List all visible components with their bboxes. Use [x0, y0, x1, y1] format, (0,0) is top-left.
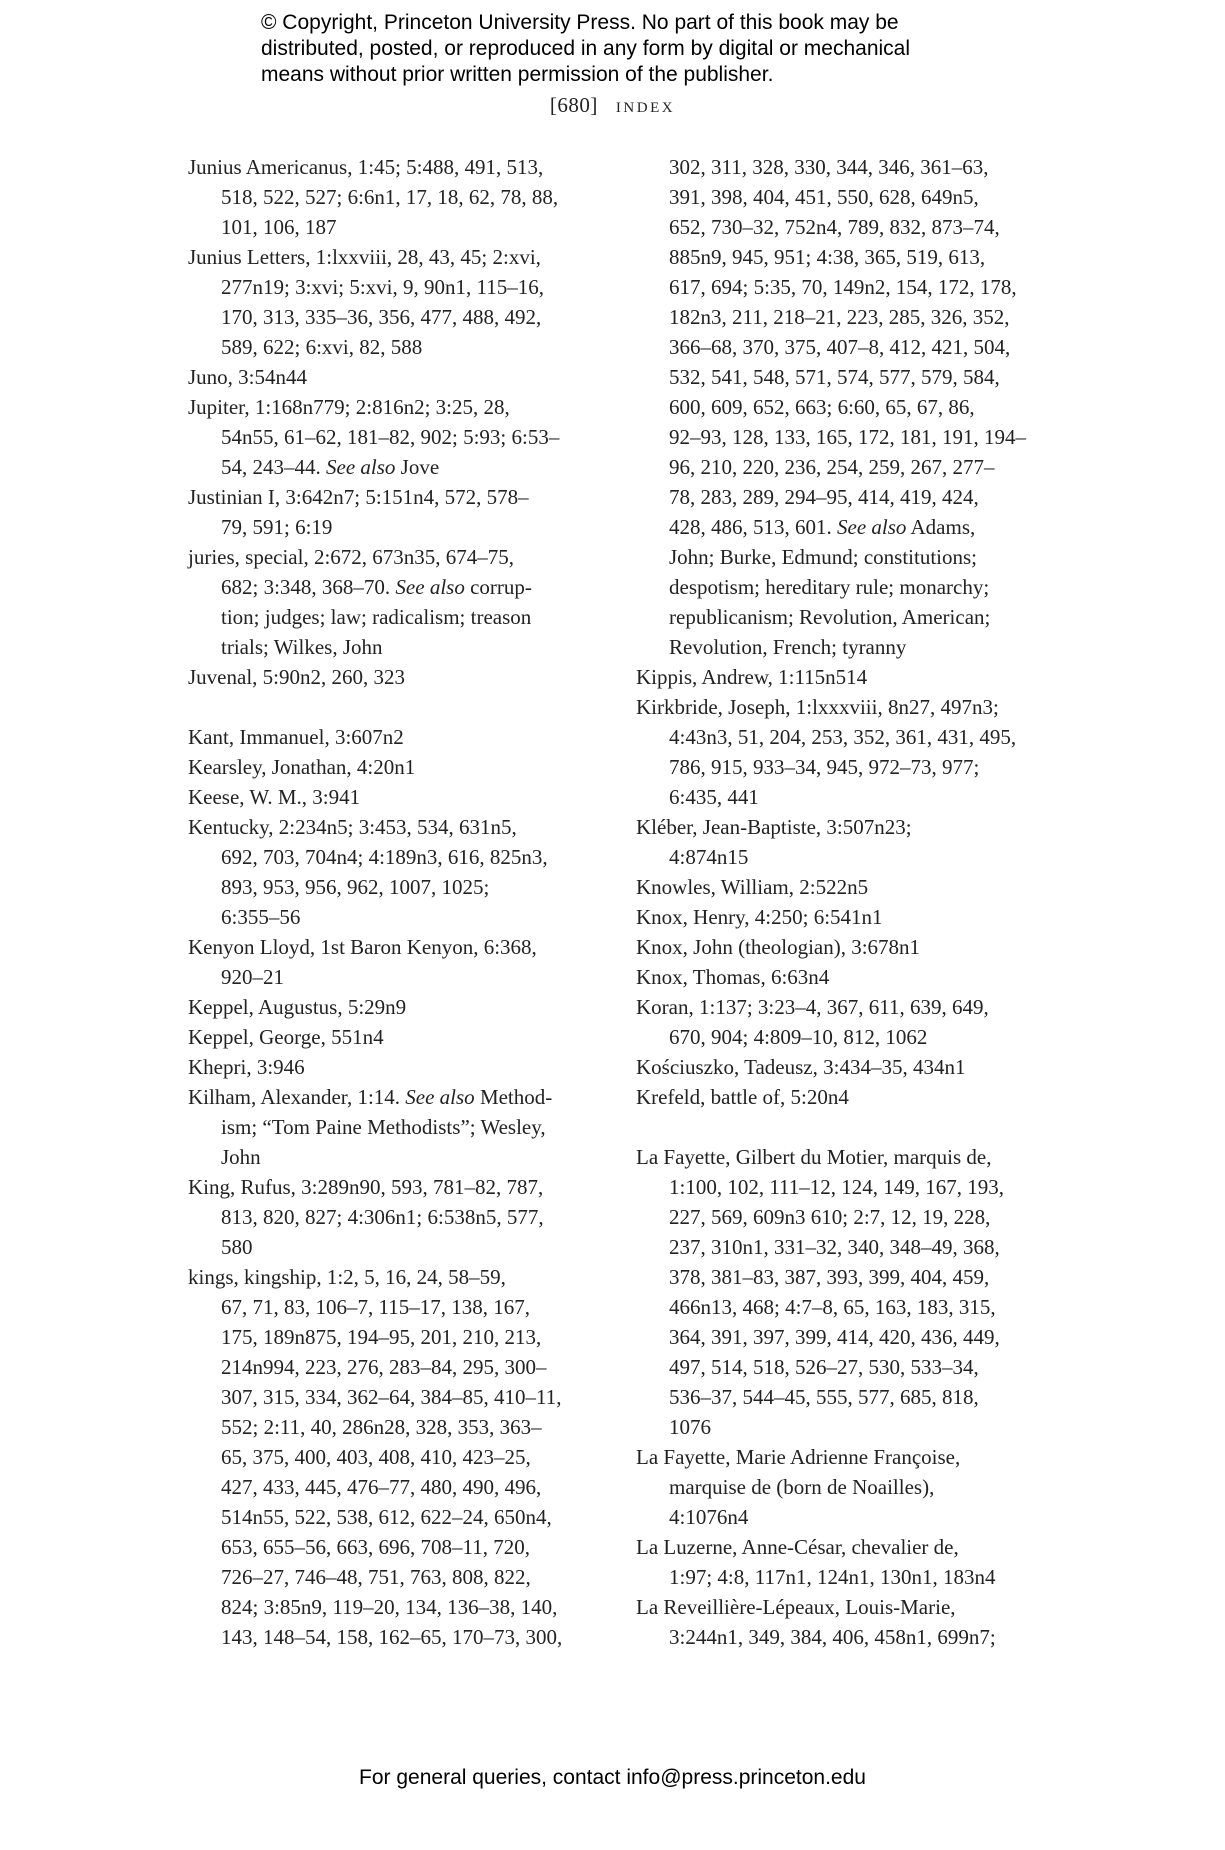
- entry-line: 682; 3:348, 368–70. See also corrup-: [221, 575, 532, 599]
- entry-line: Kenyon Lloyd, 1st Baron Kenyon, 6:368,: [188, 935, 537, 959]
- entry-line: 6:355–56: [221, 905, 301, 929]
- entry-line: Junius Americanus, 1:45; 5:488, 491, 513,: [188, 155, 544, 179]
- index-entry: [188, 152, 618, 242]
- entry-line: 653, 655–56, 663, 696, 708–11, 720,: [221, 1535, 530, 1559]
- entry-line: 3:244n1, 349, 384, 406, 458n1, 699n7;: [669, 1625, 996, 1649]
- entry-line: Knox, Henry, 4:250; 6:541n1: [636, 905, 883, 929]
- entry-line: 824; 3:85n9, 119–20, 134, 136–38, 140,: [221, 1595, 558, 1619]
- entry-line: Juvenal, 5:90n2, 260, 323: [188, 665, 405, 689]
- entry-line: 1:100, 102, 111–12, 124, 149, 167, 193,: [669, 1175, 1005, 1199]
- entry-line: 4:1076n4: [669, 1505, 749, 1529]
- entry-line: 885n9, 945, 951; 4:38, 365, 519, 613,: [669, 245, 986, 269]
- section-title: index: [615, 93, 676, 117]
- index-entry-continuation: [636, 152, 1066, 662]
- entry-line: 497, 514, 518, 526–27, 530, 533–34,: [669, 1355, 979, 1379]
- index-entry: [636, 872, 1066, 902]
- entry-line: 302, 311, 328, 330, 344, 346, 361–63,: [669, 155, 989, 179]
- entry-line: 4:874n15: [669, 845, 749, 869]
- index-entry: [188, 482, 618, 542]
- copyright-line: © Copyright, Princeton University Press. No part of this book may be: [261, 11, 899, 34]
- entry-line: 307, 315, 334, 362–64, 384–85, 410–11,: [221, 1385, 562, 1409]
- entry-line: republicanism; Revolution, American;: [669, 605, 991, 629]
- index-entry: [188, 1082, 618, 1172]
- index-entry: [188, 242, 618, 362]
- index-entry: [188, 782, 618, 812]
- entry-line: 92–93, 128, 133, 165, 172, 181, 191, 194–: [669, 425, 1026, 449]
- entry-line: La Reveillière-Lépeaux, Louis-Marie,: [636, 1595, 956, 1619]
- entry-line: 692, 703, 704n4; 4:189n3, 616, 825n3,: [221, 845, 548, 869]
- entry-line: 54n55, 61–62, 181–82, 902; 5:93; 6:53–: [221, 425, 560, 449]
- entry-line: 214n994, 223, 276, 283–84, 295, 300–: [221, 1355, 547, 1379]
- entry-line: 6:435, 441: [669, 785, 759, 809]
- index-entry: [636, 692, 1066, 812]
- index-entry: [636, 1052, 1066, 1082]
- entry-line: 532, 541, 548, 571, 574, 577, 579, 584,: [669, 365, 1000, 389]
- entry-line: 920–21: [221, 965, 284, 989]
- entry-line: 786, 915, 933–34, 945, 972–73, 977;: [669, 755, 980, 779]
- entry-line: 391, 398, 404, 451, 550, 628, 649n5,: [669, 185, 979, 209]
- entry-line: Knox, John (theologian), 3:678n1: [636, 935, 921, 959]
- entry-line: 378, 381–83, 387, 393, 399, 404, 459,: [669, 1265, 990, 1289]
- entry-line: 670, 904; 4:809–10, 812, 1062: [669, 1025, 928, 1049]
- index-entry: [636, 662, 1066, 692]
- entry-line: 65, 375, 400, 403, 408, 410, 423–25,: [221, 1445, 531, 1469]
- entry-line: Kirkbride, Joseph, 1:lxxxviii, 8n27, 497n3;: [636, 695, 999, 719]
- entry-line: Krefeld, battle of, 5:20n4: [636, 1085, 849, 1109]
- entry-line: tion; judges; law; radicalism; treason: [221, 605, 532, 629]
- entry-line: 237, 310n1, 331–32, 340, 348–49, 368,: [669, 1235, 1000, 1259]
- copyright-notice: [261, 10, 1021, 88]
- entry-line: kings, kingship, 1:2, 5, 16, 24, 58–59,: [188, 1265, 506, 1289]
- entry-line: 175, 189n875, 194–95, 201, 210, 213,: [221, 1325, 542, 1349]
- index-entry: [636, 962, 1066, 992]
- index-entry: [188, 752, 618, 782]
- entry-line: 1:97; 4:8, 117n1, 124n1, 130n1, 183n4: [669, 1565, 996, 1589]
- entry-line: King, Rufus, 3:289n90, 593, 781–82, 787,: [188, 1175, 544, 1199]
- entry-line: 514n55, 522, 538, 612, 622–24, 650n4,: [221, 1505, 552, 1529]
- entry-line: Kléber, Jean-Baptiste, 3:507n23;: [636, 815, 912, 839]
- entry-line: 552; 2:11, 40, 286n28, 328, 353, 363–: [221, 1415, 542, 1439]
- entry-line: 182n3, 211, 218–21, 223, 285, 326, 352,: [669, 305, 1010, 329]
- page-number: [680]: [549, 93, 598, 117]
- index-column-left: [188, 152, 618, 1652]
- index-column-right: [636, 152, 1066, 1652]
- entry-line: Revolution, French; tyranny: [669, 635, 907, 659]
- index-entry: [188, 1052, 618, 1082]
- entry-line: 4:43n3, 51, 204, 253, 352, 361, 431, 495,: [669, 725, 1017, 749]
- index-entry: [188, 1262, 618, 1652]
- entry-line: 617, 694; 5:35, 70, 149n2, 154, 172, 178,: [669, 275, 1017, 299]
- entry-line: 518, 522, 527; 6:6n1, 17, 18, 62, 78, 88,: [221, 185, 559, 209]
- entry-line: Kościuszko, Tadeusz, 3:434–35, 434n1: [636, 1055, 966, 1079]
- index-entry: [188, 1022, 618, 1052]
- entry-line: Kant, Immanuel, 3:607n2: [188, 725, 404, 749]
- entry-line: Khepri, 3:946: [188, 1055, 305, 1079]
- index-entry: [188, 812, 618, 932]
- entry-line: John: [221, 1145, 261, 1169]
- copyright-line: means without prior written permission of the publisher.: [261, 63, 774, 86]
- entry-line: Juno, 3:54n44: [188, 365, 308, 389]
- entry-line: Keppel, Augustus, 5:29n9: [188, 995, 407, 1019]
- entry-line: 726–27, 746–48, 751, 763, 808, 822,: [221, 1565, 531, 1589]
- copyright-line: distributed, posted, or reproduced in any form by digital or mechanical: [261, 37, 911, 60]
- index-entry: [188, 992, 618, 1022]
- running-head: [0, 93, 1225, 118]
- entry-line: 580: [221, 1235, 253, 1259]
- entry-line: Koran, 1:137; 3:23–4, 367, 611, 639, 649,: [636, 995, 989, 1019]
- index-entry: [188, 932, 618, 992]
- entry-line: 366–68, 370, 375, 407–8, 412, 421, 504,: [669, 335, 1011, 359]
- entry-line: 101, 106, 187: [221, 215, 337, 239]
- entry-line: Knowles, William, 2:522n5: [636, 875, 869, 899]
- entry-line: 364, 391, 397, 399, 414, 420, 436, 449,: [669, 1325, 1000, 1349]
- entry-line: 813, 820, 827; 4:306n1; 6:538n5, 577,: [221, 1205, 544, 1229]
- entry-line: 427, 433, 445, 476–77, 480, 490, 496,: [221, 1475, 542, 1499]
- entry-line: 428, 486, 513, 601. See also Adams,: [669, 515, 976, 539]
- entry-line: 536–37, 544–45, 555, 577, 685, 818,: [669, 1385, 979, 1409]
- entry-line: 1076: [669, 1415, 711, 1439]
- entry-line: Kentucky, 2:234n5; 3:453, 534, 631n5,: [188, 815, 517, 839]
- entry-line: ism; “Tom Paine Methodists”; Wesley,: [221, 1115, 546, 1139]
- index-entry: [636, 1082, 1066, 1112]
- entry-line: 227, 569, 609n3 610; 2:7, 12, 19, 228,: [669, 1205, 991, 1229]
- entry-line: 143, 148–54, 158, 162–65, 170–73, 300,: [221, 1625, 563, 1649]
- entry-line: La Luzerne, Anne-César, chevalier de,: [636, 1535, 959, 1559]
- entry-line: Justinian I, 3:642n7; 5:151n4, 572, 578–: [188, 485, 529, 509]
- index-entry: [188, 392, 618, 482]
- index-entry: [636, 812, 1066, 872]
- index-entry: [636, 902, 1066, 932]
- letter-gap: [188, 692, 618, 722]
- entry-line: 652, 730–32, 752n4, 789, 832, 873–74,: [669, 215, 1000, 239]
- entry-line: 589, 622; 6:xvi, 82, 588: [221, 335, 423, 359]
- entry-line: Kilham, Alexander, 1:14. See also Method-: [188, 1085, 553, 1109]
- entry-line: 466n13, 468; 4:7–8, 65, 163, 183, 315,: [669, 1295, 996, 1319]
- entry-line: 67, 71, 83, 106–7, 115–17, 138, 167,: [221, 1295, 530, 1319]
- index-entry: [188, 1172, 618, 1262]
- index-entry: [188, 722, 618, 752]
- entry-line: John; Burke, Edmund; constitutions;: [669, 545, 977, 569]
- entry-line: Kippis, Andrew, 1:115n514: [636, 665, 868, 689]
- entry-line: Keppel, George, 551n4: [188, 1025, 384, 1049]
- entry-line: La Fayette, Gilbert du Motier, marquis de,: [636, 1145, 992, 1169]
- index-entry: [636, 1592, 1066, 1652]
- entry-line: Knox, Thomas, 6:63n4: [636, 965, 830, 989]
- entry-line: marquise de (born de Noailles),: [669, 1475, 935, 1499]
- index-entry: [636, 992, 1066, 1052]
- entry-line: trials; Wilkes, John: [221, 635, 383, 659]
- entry-line: juries, special, 2:672, 673n35, 674–75,: [188, 545, 515, 569]
- entry-line: 79, 591; 6:19: [221, 515, 333, 539]
- footer-contact: For general queries, contact info@press.princeton.edu: [359, 1766, 866, 1789]
- index-entry: [188, 362, 618, 392]
- entry-line: 277n19; 3:xvi; 5:xvi, 9, 90n1, 115–16,: [221, 275, 544, 299]
- entry-line: Kearsley, Jonathan, 4:20n1: [188, 755, 416, 779]
- entry-line: 893, 953, 956, 962, 1007, 1025;: [221, 875, 490, 899]
- entry-line: Jupiter, 1:168n779; 2:816n2; 3:25, 28,: [188, 395, 510, 419]
- index-entry: [188, 542, 618, 662]
- index-entry: [636, 932, 1066, 962]
- entry-line: 170, 313, 335–36, 356, 477, 488, 492,: [221, 305, 542, 329]
- entry-line: 54, 243–44. See also Jove: [221, 455, 440, 479]
- entry-line: La Fayette, Marie Adrienne Françoise,: [636, 1445, 961, 1469]
- entry-line: Junius Letters, 1:lxxviii, 28, 43, 45; 2:xvi,: [188, 245, 541, 269]
- entry-line: 96, 210, 220, 236, 254, 259, 267, 277–: [669, 455, 995, 479]
- entry-line: Keese, W. M., 3:941: [188, 785, 361, 809]
- entry-line: 78, 283, 289, 294–95, 414, 419, 424,: [669, 485, 979, 509]
- index-entry: [188, 662, 618, 692]
- letter-gap: [636, 1112, 1066, 1142]
- entry-line: 600, 609, 652, 663; 6:60, 65, 67, 86,: [669, 395, 975, 419]
- index-entry: [636, 1442, 1066, 1532]
- index-entry: [636, 1532, 1066, 1592]
- index-entry: [636, 1142, 1066, 1442]
- entry-line: despotism; hereditary rule; monarchy;: [669, 575, 990, 599]
